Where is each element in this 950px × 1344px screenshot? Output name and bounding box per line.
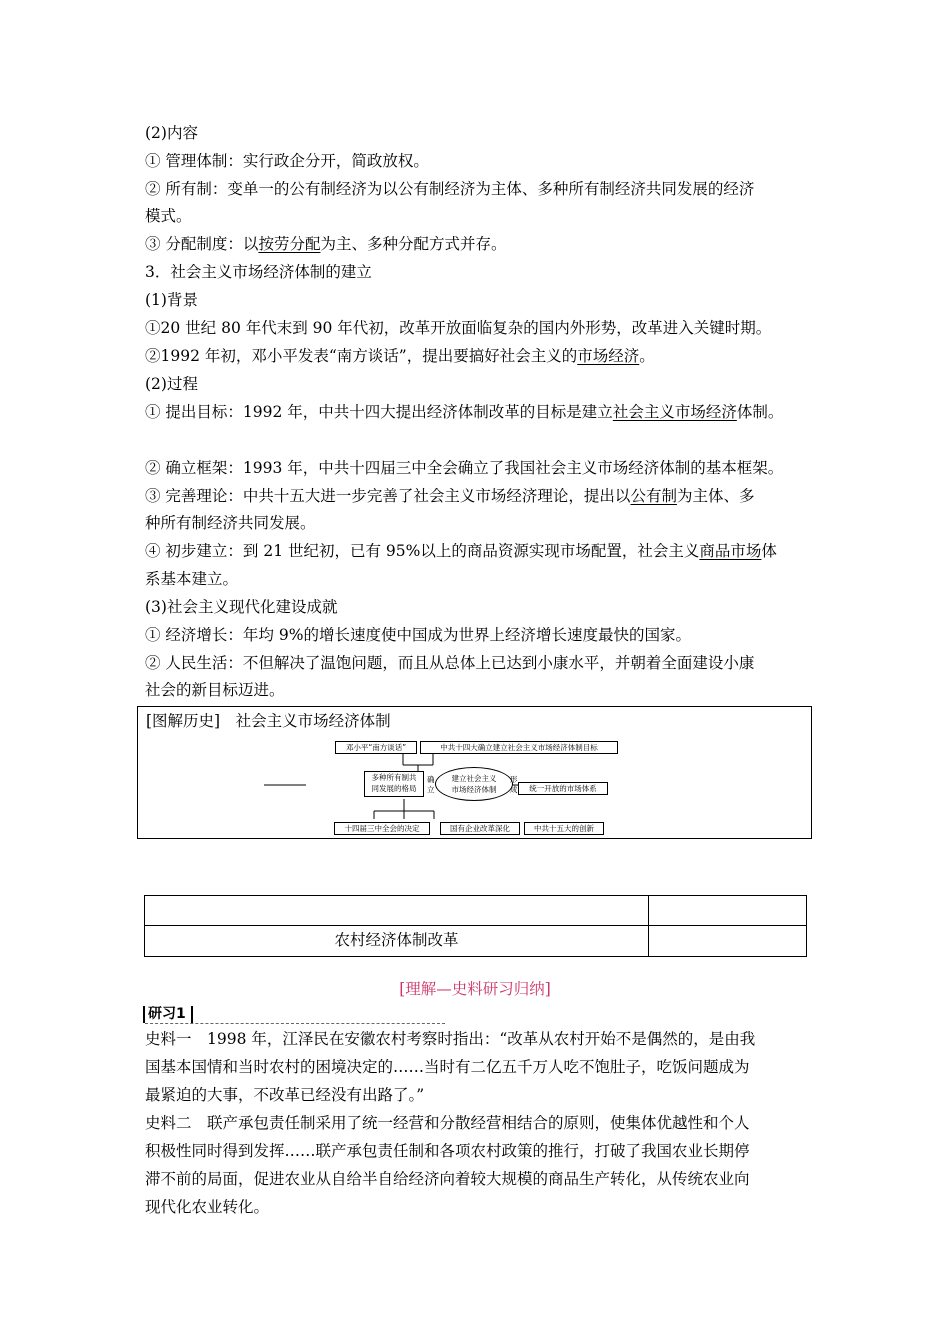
table-cell xyxy=(649,926,807,957)
text: 为主、多种分配方式并存。 xyxy=(320,235,507,253)
text: 。 xyxy=(639,347,655,365)
material-line: 国基本国情和当时农村的困境决定的……当时有二亿五千万人吃不饱肚子，吃饭问题成为 xyxy=(145,1058,750,1076)
line-process-3 xyxy=(145,486,754,506)
underlined-term: 市场经济 xyxy=(577,347,640,365)
line-process-2: ② 确立框架：1993 年，中共十四届三中全会确立了我国社会主义市场经济体制的基本框架。 xyxy=(145,459,784,477)
table-row xyxy=(145,926,807,957)
section-title: [理解—史料研习归纳] xyxy=(399,980,551,998)
underlined-term: 公有制 xyxy=(630,487,677,505)
underlined-term: 按劳分配 xyxy=(258,235,321,253)
line-ownership: ② 所有制：变单一的公有制经济为以公有制经济为主体、多种所有制经济共同发展的经济 xyxy=(145,180,755,198)
node-third-plenum: 十四届三中全会的决定 xyxy=(334,822,430,835)
line-background-1: ①20 世纪 80 年代末到 90 年代初，改革开放面临复杂的国内外形势，改革进入关键时期。 xyxy=(145,319,772,337)
text: 体 xyxy=(761,542,777,560)
text: 建立社会主义 xyxy=(451,774,497,783)
node-ownership-pattern xyxy=(364,771,424,797)
diagram-box xyxy=(137,706,812,839)
yanxi-label: 研习1 xyxy=(148,1006,186,1022)
material-line: 最紧迫的大事，不改革已经没有出路了。” xyxy=(145,1086,425,1104)
text: 体制。 xyxy=(736,403,784,421)
node-14th-congress: 中共十四大确立建立社会主义市场经济体制目标 xyxy=(420,741,618,754)
line-background-2 xyxy=(145,346,655,366)
text: 市场经济体制 xyxy=(451,785,497,794)
text: 多种所有制共 xyxy=(371,773,417,782)
text: ① 提出目标：1992 年，中共十四大提出经济体制改革的目标是建立 xyxy=(145,403,613,421)
yanxi-right-bar xyxy=(191,1006,193,1023)
table-cell: 农村经济体制改革 xyxy=(145,926,649,957)
line-content-heading: (2)内容 xyxy=(145,124,198,142)
material-line: 史料二 联产承包责任制采用了统一经营和分散经营相结合的原则，使集体优越性和个人 xyxy=(145,1114,750,1132)
text: ④ 初步建立：到 21 世纪初，已有 95%以上的商品资源实现市场配置，社会主义 xyxy=(145,542,700,560)
text: ③ 完善理论：中共十五大进一步完善了社会主义市场经济理论，提出以 xyxy=(145,487,631,505)
text: ③ 分配制度：以 xyxy=(145,235,259,253)
line-process-heading: (2)过程 xyxy=(145,375,198,393)
diagram-title: [图解历史] 社会主义市场经济体制 xyxy=(146,712,391,730)
node-15th-congress: 中共十五大的创新 xyxy=(524,822,604,835)
yanxi-divider xyxy=(145,1023,445,1024)
line-ownership-cont: 模式。 xyxy=(145,207,192,225)
text: ②1992 年初，邓小平发表“南方谈话”，提出要搞好社会主义的 xyxy=(145,347,578,365)
material-line: 现代化农业转化。 xyxy=(145,1198,270,1216)
text: 同发展的格局 xyxy=(371,784,417,793)
yanxi-left-bar xyxy=(143,1006,145,1023)
node-soe-reform: 国有企业改革深化 xyxy=(440,822,520,835)
table-cell xyxy=(649,896,807,926)
line-process-3-cont: 种所有制经济共同发展。 xyxy=(145,514,316,532)
node-unified-market: 统一开放的市场体系 xyxy=(518,782,608,795)
label-establish: 确立 xyxy=(427,775,435,794)
underlined-term: 社会主义市场经济 xyxy=(612,403,737,421)
text: 为主体、多 xyxy=(676,487,755,505)
line-process-1 xyxy=(145,402,783,422)
material-line: 滞不前的局面，促进农业从自给半自给经济向着较大规模的商品生产转化，从传统农业向 xyxy=(145,1170,750,1188)
line-process-4 xyxy=(145,541,777,561)
line-achievement-1: ① 经济增长：年均 9%的增长速度使中国成为世界上经济增长速度最快的国家。 xyxy=(145,626,691,644)
node-market-economy xyxy=(435,767,513,801)
line-section3-heading: 3．社会主义市场经济体制的建立 xyxy=(145,263,372,281)
node-southern-talk: 邓小平“南方谈话” xyxy=(335,741,417,754)
line-achievements-heading: (3)社会主义现代化建设成就 xyxy=(145,598,338,616)
table-row xyxy=(145,896,807,926)
material-line: 积极性同时得到发挥……联产承包责任制和各项农村政策的推行，打破了我国农业长期停 xyxy=(145,1142,750,1160)
summary-table xyxy=(144,895,807,957)
line-distribution xyxy=(145,234,506,254)
label-form: 形成 xyxy=(510,775,518,794)
line-achievement-2: ② 人民生活：不但解决了温饱问题，而且从总体上已达到小康水平，并朝着全面建设小康 xyxy=(145,654,755,672)
line-process-4-cont: 系基本建立。 xyxy=(145,570,239,588)
line-management: ① 管理体制：实行政企分开，简政放权。 xyxy=(145,152,429,170)
material-line: 史料一 1998 年，江泽民在安徽农村考察时指出：“改革从农村开始不是偶然的，是由我 xyxy=(145,1030,756,1048)
underlined-term: 商品市场 xyxy=(699,542,762,560)
table-cell xyxy=(145,896,649,926)
line-background-heading: (1)背景 xyxy=(145,291,198,309)
line-achievement-2-cont: 社会的新目标迈进。 xyxy=(145,681,285,699)
